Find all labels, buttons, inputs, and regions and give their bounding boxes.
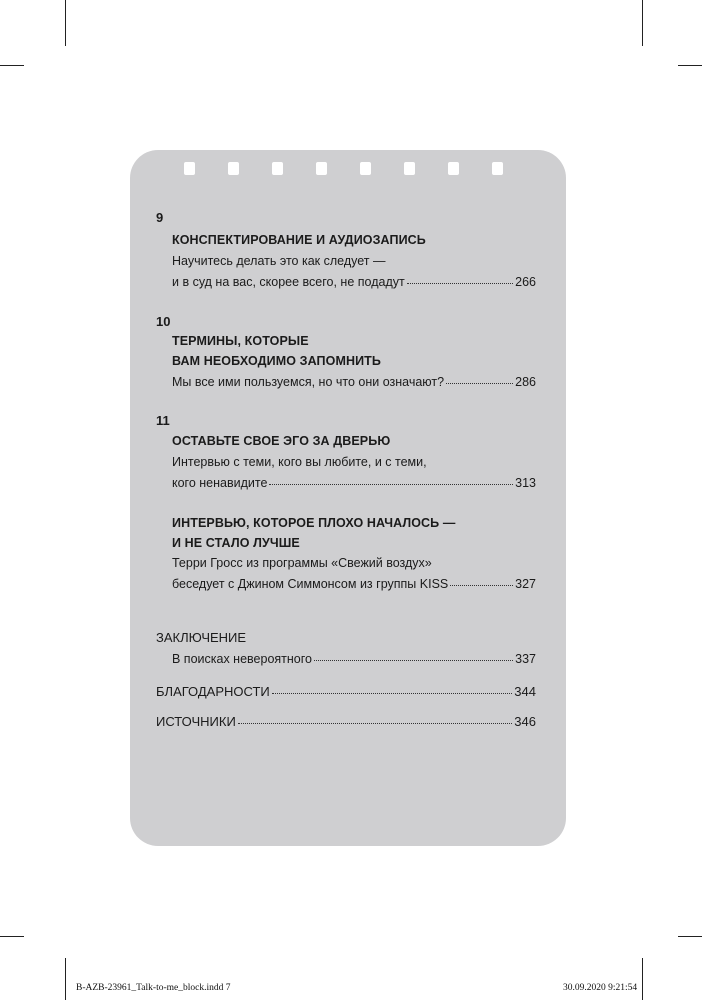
crop-mark bbox=[0, 936, 24, 937]
page-number: 327 bbox=[515, 577, 536, 591]
leader-dots bbox=[450, 584, 513, 586]
chapter-title: ОСТАВЬТЕ СВОЕ ЭГО ЗА ДВЕРЬЮ bbox=[172, 434, 391, 448]
chapter-description: Интервью с теми, кого вы любите, и с теми, bbox=[172, 455, 427, 469]
leader-dots bbox=[269, 483, 513, 485]
toc-entry[interactable]: кого ненавидите 313 bbox=[172, 476, 536, 490]
leader-dots bbox=[272, 692, 513, 694]
notepad-background bbox=[130, 150, 566, 846]
toc-entry[interactable]: В поисках невероятного 337 bbox=[172, 652, 536, 666]
chapter-title: ВАМ НЕОБХОДИМО ЗАПОМНИТЬ bbox=[172, 354, 381, 368]
toc-entry-sources[interactable]: ИСТОЧНИКИ 346 bbox=[156, 714, 536, 729]
crop-mark bbox=[65, 0, 66, 46]
section-description: Терри Гросс из программы «Свежий воздух» bbox=[172, 556, 432, 570]
page-number: 344 bbox=[514, 684, 536, 699]
page-number: 313 bbox=[515, 476, 536, 490]
crop-mark bbox=[678, 936, 702, 937]
leader-dots bbox=[446, 382, 513, 384]
page-number: 337 bbox=[515, 652, 536, 666]
crop-mark bbox=[65, 958, 66, 1000]
section-title: И НЕ СТАЛО ЛУЧШЕ bbox=[172, 536, 300, 550]
page-number: 346 bbox=[514, 714, 536, 729]
toc-entry[interactable]: Мы все ими пользуемся, но что они означают? 286 bbox=[172, 375, 536, 389]
page-number: 286 bbox=[515, 375, 536, 389]
chapter-number: 9 bbox=[156, 210, 164, 225]
chapter-description: Научитесь делать это как следует — bbox=[172, 254, 386, 268]
page-number: 266 bbox=[515, 275, 536, 289]
leader-dots bbox=[238, 722, 513, 724]
section-title: ИНТЕРВЬЮ, КОТОРОЕ ПЛОХО НАЧАЛОСЬ — bbox=[172, 516, 456, 530]
crop-mark bbox=[678, 65, 702, 66]
crop-mark bbox=[642, 958, 643, 1000]
footer-file-info: B-AZB-23961_Talk-to-me_block.indd 7 bbox=[76, 983, 231, 993]
toc-entry-acknowledgements[interactable]: БЛАГОДАРНОСТИ 344 bbox=[156, 684, 536, 699]
table-of-contents bbox=[130, 150, 566, 846]
leader-dots bbox=[407, 282, 513, 284]
chapter-title: ТЕРМИНЫ, КОТОРЫЕ bbox=[172, 334, 309, 348]
chapter-title: КОНСПЕКТИРОВАНИЕ И АУДИОЗАПИСЬ bbox=[172, 233, 426, 247]
conclusion-title: ЗАКЛЮЧЕНИЕ bbox=[156, 630, 247, 645]
chapter-number: 10 bbox=[156, 314, 171, 329]
footer-timestamp: 30.09.2020 9:21:54 bbox=[563, 983, 638, 993]
crop-mark bbox=[0, 65, 24, 66]
toc-entry[interactable]: беседует с Джином Симмонсом из группы KISS 327 bbox=[172, 577, 536, 591]
chapter-number: 11 bbox=[156, 413, 170, 428]
toc-entry[interactable]: и в суд на вас, скорее всего, не подадут 266 bbox=[172, 275, 536, 289]
leader-dots bbox=[314, 659, 513, 661]
crop-mark bbox=[642, 0, 643, 46]
